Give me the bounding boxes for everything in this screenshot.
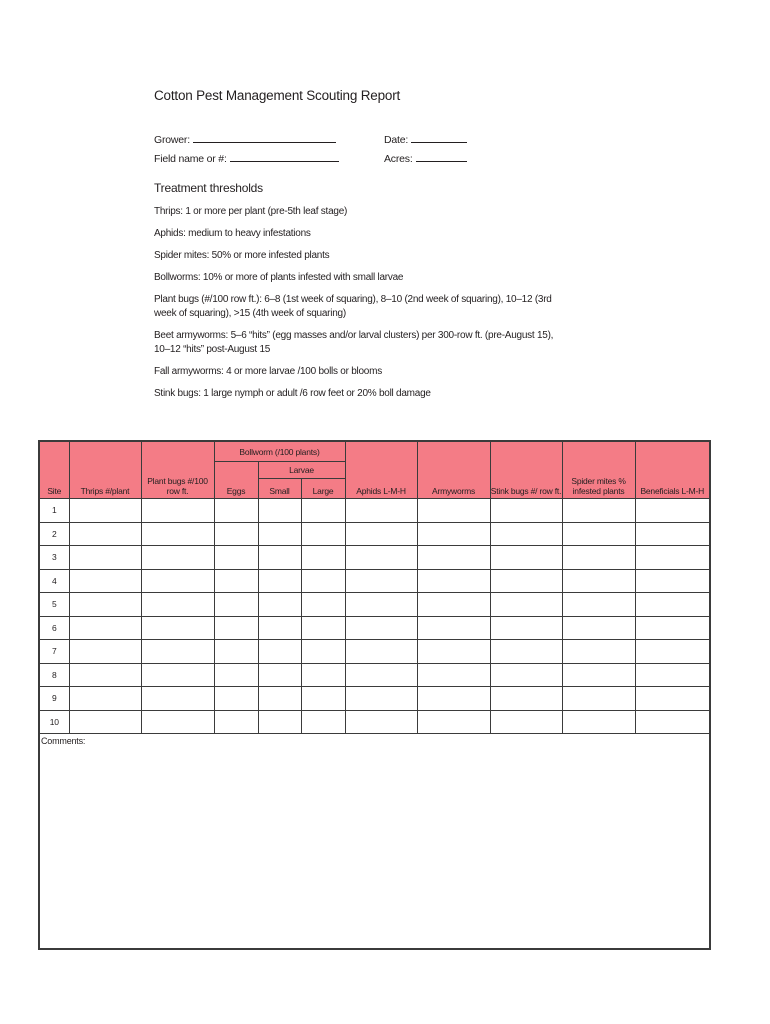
page-title: Cotton Pest Management Scouting Report (154, 88, 401, 103)
header-small: Small (258, 479, 301, 499)
entry-cell[interactable] (69, 546, 141, 570)
header-spider-mites: Spider mites % infested plants (562, 441, 635, 499)
header-bollworm-group: Bollworm (/100 plants) (214, 441, 345, 462)
table-row (39, 569, 710, 593)
entry-cell[interactable] (345, 569, 417, 593)
header-thrips: Thrips #/plant (69, 441, 141, 499)
entry-cell[interactable] (301, 593, 345, 617)
threshold-fall-armyworms: Fall armyworms: 4 or more larvae /100 bolls or blooms (154, 366, 382, 377)
entry-cell[interactable] (258, 569, 301, 593)
entry-cell[interactable] (69, 499, 141, 523)
entry-cell[interactable] (141, 499, 214, 523)
entry-cell[interactable] (562, 522, 635, 546)
entry-cell[interactable] (490, 593, 562, 617)
entry-cell[interactable] (490, 616, 562, 640)
threshold-plant-bugs: Plant bugs (#/100 row ft.): 6–8 (1st week of squaring), 8–10 (2nd week of squaring), 10–12 (3rd week of squaring), >15 (4th week of squaring) (154, 294, 552, 319)
entry-cell[interactable] (490, 522, 562, 546)
entry-cell[interactable] (417, 616, 490, 640)
entry-cell[interactable] (214, 710, 258, 734)
entry-cell[interactable] (345, 663, 417, 687)
site-number: 3 (39, 546, 69, 570)
entry-cell[interactable] (141, 616, 214, 640)
entry-cell[interactable] (562, 593, 635, 617)
acres-field[interactable] (384, 152, 467, 165)
site-number: 1 (39, 499, 69, 523)
entry-cell[interactable] (490, 569, 562, 593)
entry-cell[interactable] (562, 663, 635, 687)
entry-cell[interactable] (301, 522, 345, 546)
entry-cell[interactable] (417, 710, 490, 734)
header-beneficials: Beneficials L-M-H (635, 441, 710, 499)
entry-cell[interactable] (562, 616, 635, 640)
date-blank[interactable] (411, 133, 467, 143)
entry-cell[interactable] (69, 710, 141, 734)
entry-cell[interactable] (490, 663, 562, 687)
entry-cell[interactable] (417, 687, 490, 711)
threshold-thrips: Thrips: 1 or more per plant (pre-5th leaf stage) (154, 206, 348, 217)
threshold-spider-mites: Spider mites: 50% or more infested plants (154, 250, 330, 261)
acres-blank[interactable] (416, 152, 467, 162)
entry-cell[interactable] (635, 499, 710, 523)
entry-cell[interactable] (635, 569, 710, 593)
site-number: 4 (39, 569, 69, 593)
grower-blank[interactable] (193, 133, 336, 143)
grower-label: Grower: (154, 134, 190, 146)
site-number: 2 (39, 522, 69, 546)
entry-cell[interactable] (490, 640, 562, 664)
field-name-field[interactable] (154, 152, 339, 165)
entry-cell[interactable] (258, 710, 301, 734)
entry-cell[interactable] (635, 546, 710, 570)
threshold-stink-bugs: Stink bugs: 1 large nymph or adult /6 row feet or 20% boll damage (154, 388, 431, 399)
entry-cell[interactable] (69, 569, 141, 593)
table-body (39, 499, 710, 950)
entry-cell[interactable] (301, 687, 345, 711)
entry-cell[interactable] (635, 710, 710, 734)
entry-cell[interactable] (69, 616, 141, 640)
comments-label: Comments: (41, 736, 86, 746)
entry-cell[interactable] (214, 593, 258, 617)
table-row (39, 687, 710, 711)
entry-cell[interactable] (258, 663, 301, 687)
thresholds-list (154, 205, 564, 401)
date-field[interactable] (384, 133, 467, 146)
entry-cell[interactable] (69, 522, 141, 546)
entry-cell[interactable] (141, 640, 214, 664)
threshold-bollworms: Bollworms: 10% or more of plants infested with small larvae (154, 272, 404, 283)
threshold-beet-armyworms: Beet armyworms: 5–6 “hits” (egg masses and/or larval clusters) per 300-row ft. (pre-August 15), 10–12 “hits” post-August 15 (154, 330, 554, 355)
entry-cell[interactable] (141, 710, 214, 734)
scouting-table (38, 440, 711, 950)
header-armyworms: Armyworms (417, 441, 490, 499)
entry-cell[interactable] (635, 616, 710, 640)
table-row (39, 663, 710, 687)
header-site: Site (39, 441, 69, 499)
entry-cell[interactable] (562, 710, 635, 734)
entry-cell[interactable] (417, 640, 490, 664)
table-row (39, 710, 710, 734)
entry-cell[interactable] (301, 546, 345, 570)
entry-cell[interactable] (635, 522, 710, 546)
header-aphids: Aphids L-M-H (345, 441, 417, 499)
entry-cell[interactable] (345, 616, 417, 640)
entry-cell[interactable] (258, 499, 301, 523)
entry-cell[interactable] (214, 569, 258, 593)
entry-cell[interactable] (214, 522, 258, 546)
entry-cell[interactable] (562, 640, 635, 664)
entry-cell[interactable] (345, 499, 417, 523)
entry-cell[interactable] (301, 663, 345, 687)
entry-cell[interactable] (417, 593, 490, 617)
header-plant-bugs: Plant bugs #/100 row ft. (141, 441, 214, 499)
comments-box[interactable] (39, 734, 710, 950)
entry-cell[interactable] (214, 687, 258, 711)
entry-cell[interactable] (258, 593, 301, 617)
site-number: 8 (39, 663, 69, 687)
entry-cell[interactable] (69, 663, 141, 687)
entry-cell[interactable] (417, 499, 490, 523)
comments-row (39, 734, 710, 950)
entry-cell[interactable] (258, 616, 301, 640)
entry-cell[interactable] (141, 687, 214, 711)
entry-cell[interactable] (258, 687, 301, 711)
entry-cell[interactable] (562, 546, 635, 570)
table-row (39, 546, 710, 570)
entry-cell[interactable] (69, 640, 141, 664)
entry-cell[interactable] (301, 499, 345, 523)
threshold-aphids: Aphids: medium to heavy infestations (154, 228, 311, 239)
entry-cell[interactable] (562, 687, 635, 711)
entry-cell[interactable] (345, 640, 417, 664)
table-row (39, 616, 710, 640)
entry-cell[interactable] (345, 593, 417, 617)
entry-cell[interactable] (345, 710, 417, 734)
entry-cell[interactable] (141, 593, 214, 617)
entry-cell[interactable] (214, 640, 258, 664)
grower-field[interactable] (154, 133, 336, 146)
table-row (39, 593, 710, 617)
entry-cell[interactable] (141, 569, 214, 593)
table-row (39, 499, 710, 523)
header-stink-bugs: Stink bugs #/ row ft. (490, 441, 562, 499)
date-label: Date: (384, 134, 409, 146)
thresholds-heading: Treatment thresholds (154, 181, 263, 195)
entry-cell[interactable] (417, 522, 490, 546)
entry-cell[interactable] (258, 546, 301, 570)
entry-cell[interactable] (490, 546, 562, 570)
entry-cell[interactable] (141, 522, 214, 546)
entry-cell[interactable] (417, 569, 490, 593)
entry-cell[interactable] (562, 569, 635, 593)
header-larvae: Larvae (258, 462, 345, 479)
entry-cell[interactable] (214, 663, 258, 687)
entry-cell[interactable] (69, 687, 141, 711)
header-large: Large (301, 479, 345, 499)
header-eggs: Eggs (214, 462, 258, 499)
site-number: 10 (39, 710, 69, 734)
entry-cell[interactable] (490, 687, 562, 711)
entry-cell[interactable] (490, 710, 562, 734)
entry-cell[interactable] (214, 616, 258, 640)
entry-cell[interactable] (301, 710, 345, 734)
site-number: 9 (39, 687, 69, 711)
entry-cell[interactable] (258, 522, 301, 546)
entry-cell[interactable] (301, 569, 345, 593)
site-number: 5 (39, 593, 69, 617)
entry-cell[interactable] (635, 593, 710, 617)
entry-cell[interactable] (345, 546, 417, 570)
entry-cell[interactable] (635, 640, 710, 664)
entry-cell[interactable] (69, 593, 141, 617)
entry-cell[interactable] (345, 522, 417, 546)
entry-cell[interactable] (417, 546, 490, 570)
acres-label: Acres: (384, 153, 413, 165)
entry-cell[interactable] (141, 663, 214, 687)
entry-cell[interactable] (214, 546, 258, 570)
entry-cell[interactable] (345, 687, 417, 711)
entry-cell[interactable] (301, 616, 345, 640)
entry-cell[interactable] (562, 499, 635, 523)
site-number: 7 (39, 640, 69, 664)
field-name-label: Field name or #: (154, 153, 227, 165)
field-name-blank[interactable] (230, 152, 339, 162)
entry-cell[interactable] (635, 687, 710, 711)
entry-cell[interactable] (214, 499, 258, 523)
entry-cell[interactable] (417, 663, 490, 687)
entry-cell[interactable] (635, 663, 710, 687)
entry-cell[interactable] (258, 640, 301, 664)
entry-cell[interactable] (490, 499, 562, 523)
table-row (39, 640, 710, 664)
entry-cell[interactable] (301, 640, 345, 664)
entry-cell[interactable] (141, 546, 214, 570)
site-number: 6 (39, 616, 69, 640)
table-row (39, 522, 710, 546)
